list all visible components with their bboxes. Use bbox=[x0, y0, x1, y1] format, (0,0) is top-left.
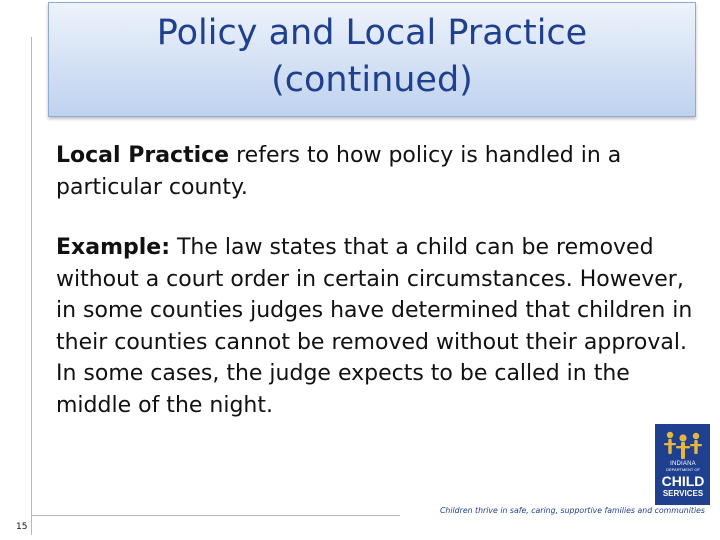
example-text: The law states that a child can be removed without a court order in certain circumstances. However, in some counties judges have determined that children in their counties cannot be removed without their approval. In some cases, the judge expects to be called in the middle of the night. bbox=[56, 235, 693, 418]
title-box bbox=[48, 2, 696, 117]
indiana-child-services-logo bbox=[655, 424, 710, 505]
figure-body-left bbox=[668, 439, 671, 454]
page-number: 15 bbox=[16, 522, 28, 532]
footer-tagline: Children thrive in safe, caring, supportive families and communities bbox=[439, 506, 705, 515]
figure-arm-middle bbox=[676, 446, 690, 448]
figure-head-right bbox=[693, 433, 699, 439]
figure-head-middle bbox=[679, 434, 686, 441]
figure-arm-right bbox=[690, 444, 702, 446]
local-practice-text: refers to how policy is handled in a particular county. bbox=[56, 143, 622, 200]
bottom-horizontal-rule bbox=[31, 515, 400, 516]
logo-indiana-text: INDIANA bbox=[670, 461, 696, 467]
logo-department-text: DEPARTMENT OF bbox=[666, 467, 700, 472]
family-figures-icon bbox=[660, 430, 705, 460]
slide-title: Policy and Local Practice (continued) bbox=[156, 12, 588, 100]
logo-services-text: SERVICES bbox=[662, 489, 704, 498]
local-practice-lead: Local Practice bbox=[56, 143, 230, 168]
example-lead: Example: bbox=[56, 235, 170, 260]
figure-head-left bbox=[667, 432, 673, 438]
left-vertical-rule bbox=[31, 37, 32, 535]
figure-body-right bbox=[694, 440, 697, 454]
figure-body-middle bbox=[681, 442, 685, 459]
example-paragraph bbox=[56, 232, 696, 421]
figure-arm-left bbox=[664, 443, 676, 445]
logo-child-text: CHILD bbox=[661, 473, 705, 489]
local-practice-paragraph bbox=[56, 140, 696, 203]
